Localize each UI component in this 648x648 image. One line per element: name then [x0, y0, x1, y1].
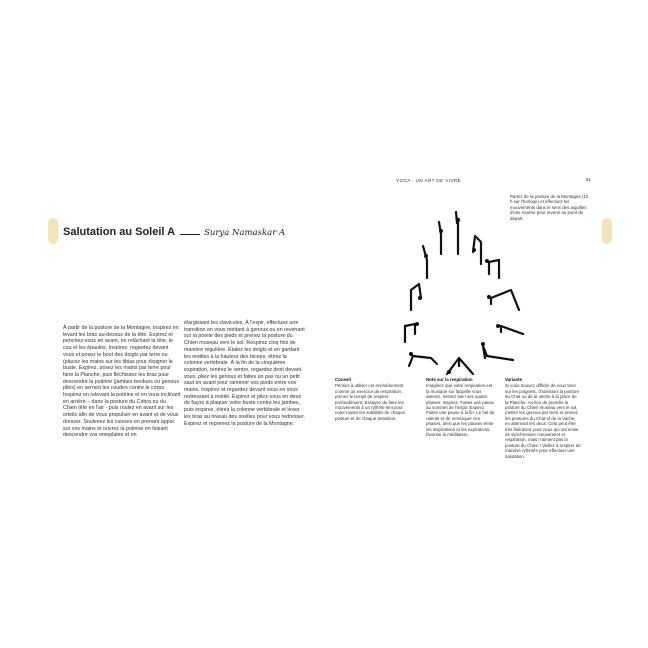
note-variant [505, 377, 581, 459]
note-body: Si vous trouvez difficile de vous tenir sur les poignets, choisissez la posture du Chat ou de la Vache à la place de la Planche. Au lieu de prendre la posture du Chien museau vers le sol, mettez les genoux par terre et prenez les postures du Chat et de la Vache, en alternant les deux. Cela peut être très libérateur pour ceux qui ont envie de synchroniser mouvement et respiration, mais n'aiment pas la posture du Chien ! Veillez à respirer de manière rythmée pour effectuer une salutation. [505, 383, 581, 459]
pose-plank [487, 290, 519, 310]
book-spread [52, 166, 608, 481]
page-title: Salutation au Soleil A [63, 226, 176, 238]
figure-caption: Partez de la posture de la Montagne (12 h sur l'horloge) et effectuez les mouvements dans le sens des aiguilles d'une montre pour revenir au point de départ. [510, 194, 589, 221]
running-head: YOGA : UN ART DE VIVRE [396, 178, 462, 183]
note-heading: Conseil [335, 377, 351, 382]
page-tab [48, 218, 58, 244]
sun-salutation-figure [383, 206, 533, 386]
note-heading: Variante [505, 377, 523, 382]
pose-downward-dog [447, 358, 473, 374]
note-advice [335, 377, 411, 421]
page-number: 51 [585, 178, 591, 183]
pose-mountain-return [439, 222, 443, 254]
page-tab [602, 218, 612, 244]
note-heading: Note sur la respiration [426, 377, 473, 382]
note-body: Pensez à utiliser cet enchaînement comme un exercice de respiration : prenez le temps de respirer profondément. Essayez de faire les mouvements à un rythme lent pour noter toutes les subtilités de chaque posture et de chaque transition. [335, 383, 406, 421]
pose-step-forward [409, 352, 437, 366]
pose-half-lift-return [405, 322, 419, 342]
pose-forward-fold-return [411, 284, 422, 310]
body-column-1: À partir de la posture de la Montagne, inspirez en levant les bras au-dessus de la tête. Expirez et penchez-vous en avant, en relâchant la tête, le cou et les épaules. Inspirez, regardez devant vous et posez le bout des doigts par terre ou (placez les mains sur les tibias pour éloigner le buste. Expirez, posez les mains par terre pour faire la Planche, puis fléchissez les bras pour descendre la poitrine (jambes tendues ou genoux pliés) en serrant les coudes contre le corps. Inspirez en relevant la poitrine et en vous inclinant en arrière – dans la posture du Cobra ou du Chien tête en l'air - puis roulez en avant sur les orteils afin de vous propulser en avant et de vous dresser. Soulevez les cuisses en prenant appui sur vos mains et ouvrez la poitrine en faisant descendre vos omoplates et en [63, 325, 181, 439]
page-subtitle: Surya Namaskar A [204, 228, 286, 238]
pose-chaturanga [496, 324, 523, 334]
sun-salutation-illustration [383, 206, 533, 386]
pose-forward-fold [472, 236, 481, 264]
note-body: Imaginez que votre respiration est la musique sur laquelle vous dansez. Sentez bien ses quatre phases. Inspirez. Faites une pause au sommet de l'inspir. Expirez. Faites une pause à la fin. Le fait de ralentir et de remarquer ces phases, ainsi que les pauses entre les inspirations et les expirations, favorise la méditation. [426, 383, 495, 438]
pose-upward-dog [481, 342, 513, 360]
right-page [335, 166, 608, 481]
left-page [52, 166, 328, 481]
title-rule [180, 234, 200, 235]
note-breathing [426, 377, 496, 437]
pose-mountain-arms-up [456, 212, 460, 254]
pose-rising-arms [423, 246, 428, 278]
pose-half-lift [485, 259, 499, 278]
body-column-2: élargissant les clavicules. À l'expir, effectuez une transition en vous mettant à genoux ou en revenant sur la pointe des pieds et prenez la posture du Chien museau vers le sol. Respirez cinq fois de manière régulière. Étalez les doigts et en gardant les oreilles à la hauteur des biceps, étirez la colonne vertébrale. À la fin de la cinquième expiration, rentrez le ventre, regardez droit devant vous, pliez les genoux et faites un pas ou un petit saut en avant pour ramener vos pieds entre vos mains. Inspirez et regardez devant vous en vous redressant à moitié. Expirez et pliez-vous en deux de façon à plaquer votre buste contre les jambes, puis inspirez, étirez la colonne vertébrale et levez les bras au niveau des oreilles pour vous redresser. Expirez et reprenez la posture de la Montagne. [184, 320, 306, 427]
title-row [63, 226, 285, 238]
